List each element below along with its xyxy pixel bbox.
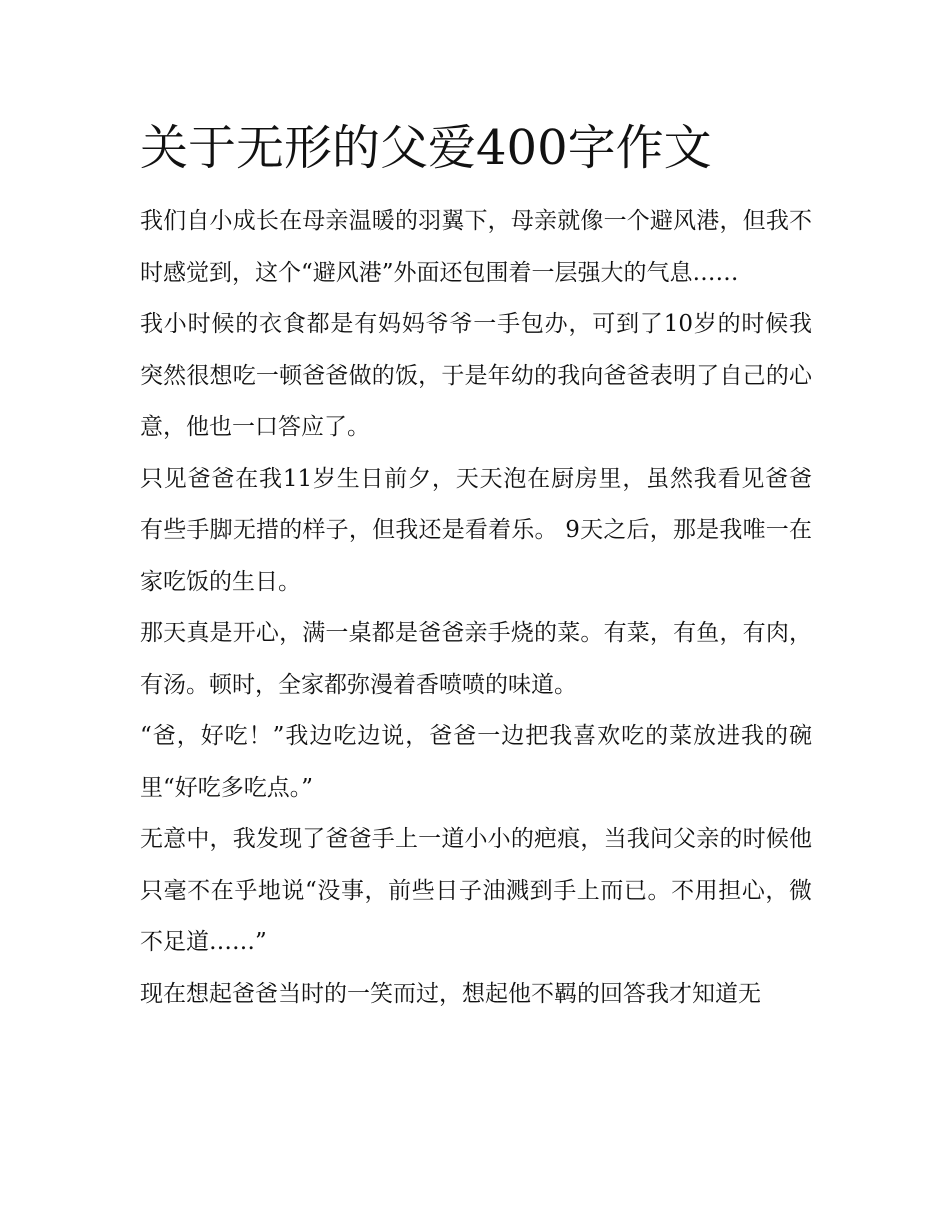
paragraph: 现在想起爸爸当时的一笑而过，想起他不羁的回答我才知道无 — [140, 980, 761, 1007]
paragraph: 只见爸爸在我11岁生日前夕，天天泡在厨房里，虽然我看见爸爸有些手脚无措的样子，但我还是看着乐。 9天之后，那是我唯一在家吃饭的生日。 — [140, 465, 812, 595]
paragraph: 那天真是开心，满一桌都是爸爸亲手烧的菜。有菜，有鱼，有肉，有汤。顿时，全家都弥漫着香喷喷的味道。 — [140, 620, 812, 698]
paragraph: 我小时候的衣食都是有妈妈爷爷一手包办，可到了10岁的时候我突然很想吃一顿爸爸做的饭，于是年幼的我向爸爸表明了自己的心意，他也一口答应了。 — [140, 311, 812, 440]
paragraph: 我们自小成长在母亲温暖的羽翼下，母亲就像一个避风港，但我不时感觉到，这个“避风港”外面还包围着一层强大的气息…… — [140, 208, 812, 286]
document-title: 关于无形的父爱400字作文 — [140, 120, 712, 176]
document-body — [140, 196, 812, 1020]
paragraph: “爸，好吃！”我边吃边说，爸爸一边把我喜欢吃的菜放进我的碗里“好吃多吃点。” — [140, 723, 812, 801]
paragraph: 无意中，我发现了爸爸手上一道小小的疤痕，当我问父亲的时候他只毫不在乎地说“没事，前些日子油溅到手上而已。不用担心，微不足道……” — [140, 826, 812, 955]
